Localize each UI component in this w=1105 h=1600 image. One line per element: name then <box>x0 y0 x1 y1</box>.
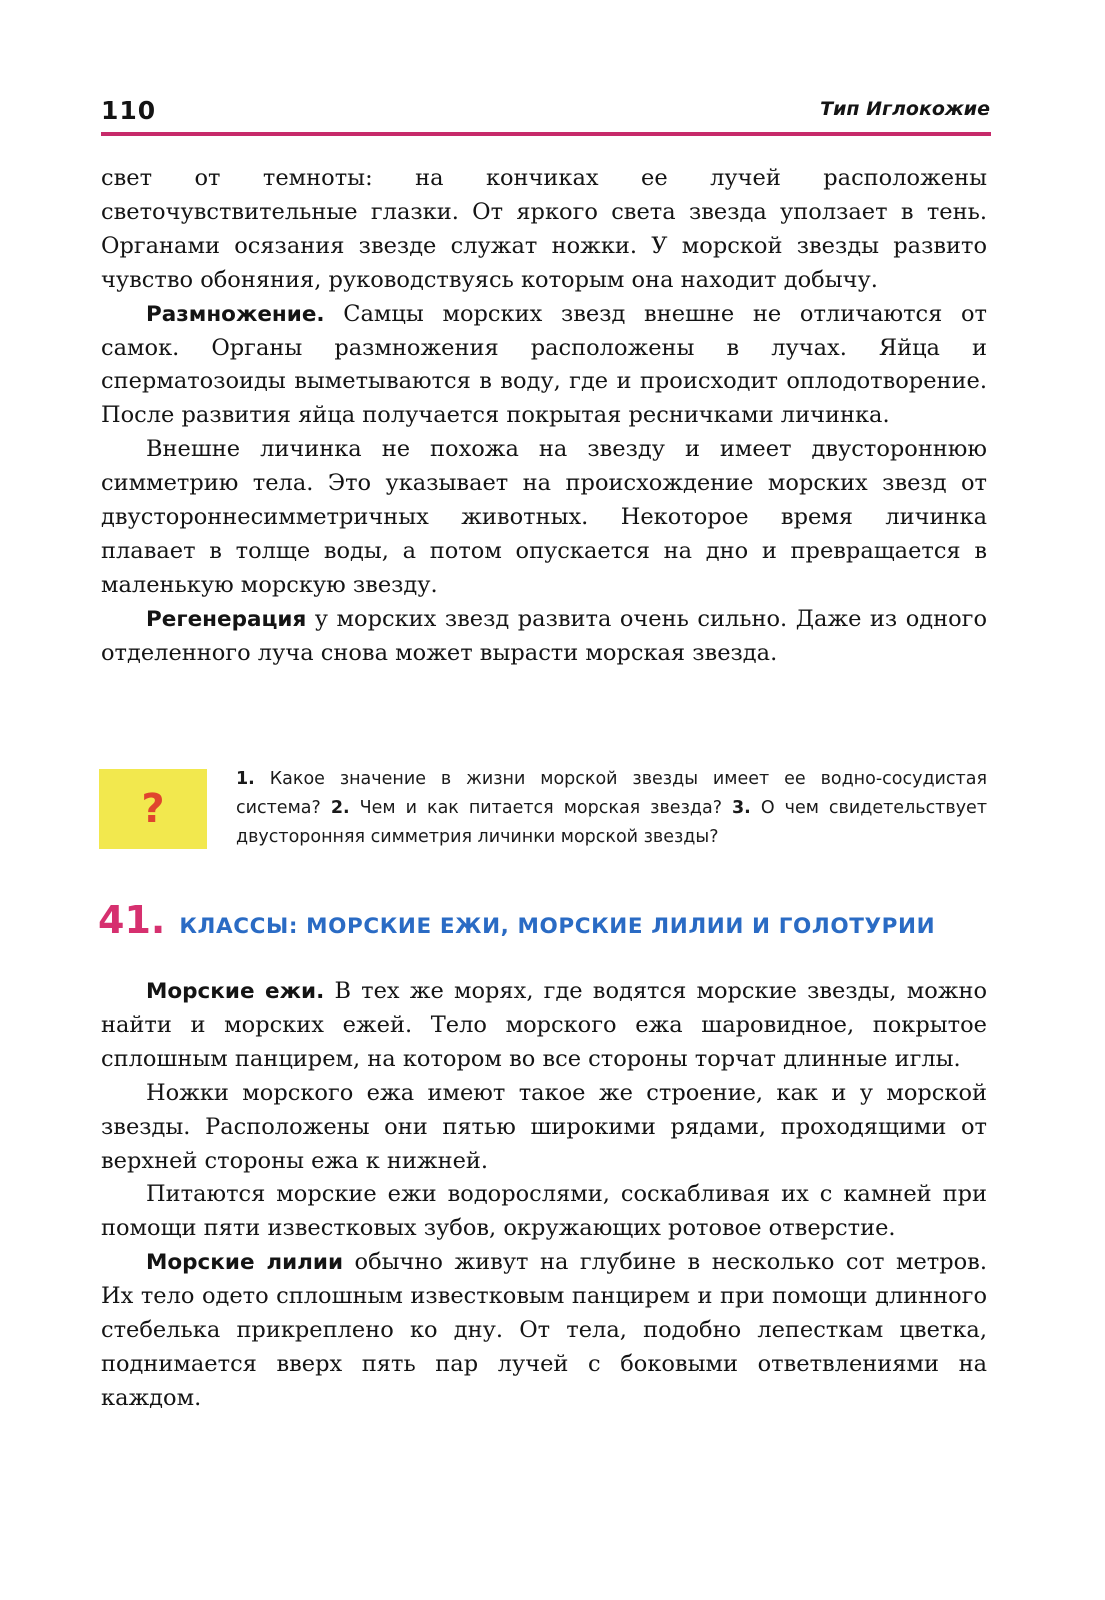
paragraph-larva: Внешне личинка не похожа на звезду и имеет двустороннюю симметрию тела. Это указывает на происхождение морских звезд от двустороннесимметричных животных. Некоторое время личинка плавает в толще воды, а потом опускается на дно и превращается в маленькую морскую звезду. <box>101 436 987 598</box>
section-echinoderm-classes-text <box>101 975 987 1416</box>
question-mark-icon: ? <box>141 786 165 832</box>
section-starfish-text <box>101 162 987 671</box>
term-reproduction: Размножение. <box>146 301 325 327</box>
question-1-text: Какое значение в жизни морской звезды имеет ее водно-сосудистая система? <box>236 769 987 818</box>
section-number: 41. <box>98 898 166 942</box>
question-3-text: О чем свидетельствует двусторонняя симметрия личинки морской звезды? <box>236 798 988 847</box>
paragraph-regeneration <box>101 603 987 671</box>
paragraph-sea-urchins <box>101 975 987 1077</box>
review-questions <box>236 765 987 852</box>
paragraph-sea-urchins-text: В тех же морях, где водятся морские звезды, можно найти и морских ежей. Тело морского ежа шаровидное, покрытое сплошным панцирем, на котором во все стороны торчат длинные иглы. <box>101 978 987 1072</box>
paragraph-sea-lilies <box>101 1246 987 1416</box>
section-title: КЛАССЫ: МОРСКИЕ ЕЖИ, МОРСКИЕ ЛИЛИИ И ГОЛОТУРИИ <box>179 914 936 939</box>
page-number: 110 <box>101 96 157 125</box>
term-regeneration: Регенерация <box>146 606 307 632</box>
paragraph-reproduction-text: Самцы морских звезд внешне не отличаются от самок. Органы размножения расположены в лучах. Яйца и сперматозоиды выметываются в воду, где и происходит оплодотворение. После развития яйца получается покрытая ресничками личинка. <box>101 300 987 429</box>
term-sea-lilies: Морские лилии <box>146 1250 344 1276</box>
question-1-number: 1. <box>236 769 255 789</box>
paragraph-sea-lilies-text: обычно живут на глубине в несколько сот метров. Их тело одето сплошным известковым панцирем и при помощи длинного стебелька прикреплено ко дну. От тела, подобно лепесткам цветка, поднимается вверх пять пар лучей с боковыми ответвлениями на каждом. <box>101 1249 987 1411</box>
header-rule <box>101 132 991 136</box>
question-2-number: 2. <box>330 798 350 818</box>
section-heading <box>98 898 998 942</box>
paragraph-reproduction <box>101 298 987 434</box>
running-head: Тип Иглокожие <box>820 98 990 120</box>
paragraph-urchin-feeding: Питаются морские ежи водорослями, соскабливая их с камней при помощи пяти известковых зубов, окружающих ротовое отверстие. <box>101 1181 987 1242</box>
paragraph-urchin-feet: Ножки морского ежа имеют такое же строение, как и у морской звезды. Расположены они пятью широкими рядами, проходящими от верхней стороны ежа к нижней. <box>101 1079 987 1174</box>
term-sea-urchins: Морские ежи. <box>146 979 325 1004</box>
question-icon-box <box>99 769 207 849</box>
paragraph-regeneration-text: у морских звезд развита очень сильно. Даже из одного отделенного луча снова может вырасти морская звезда. <box>101 605 987 666</box>
paragraph-senses: свет от темноты: на кончиках ее лучей расположены светочувствительные глазки. От яркого света звезда уползает в тень. Органами осязания звезде служат ножки. У морской звезды развито чувство обоняния, руководствуясь которым она находит добычу. <box>101 165 987 293</box>
question-3-number: 3. <box>732 798 751 818</box>
question-2-text: Чем и как питается морская звезда? <box>349 798 732 818</box>
